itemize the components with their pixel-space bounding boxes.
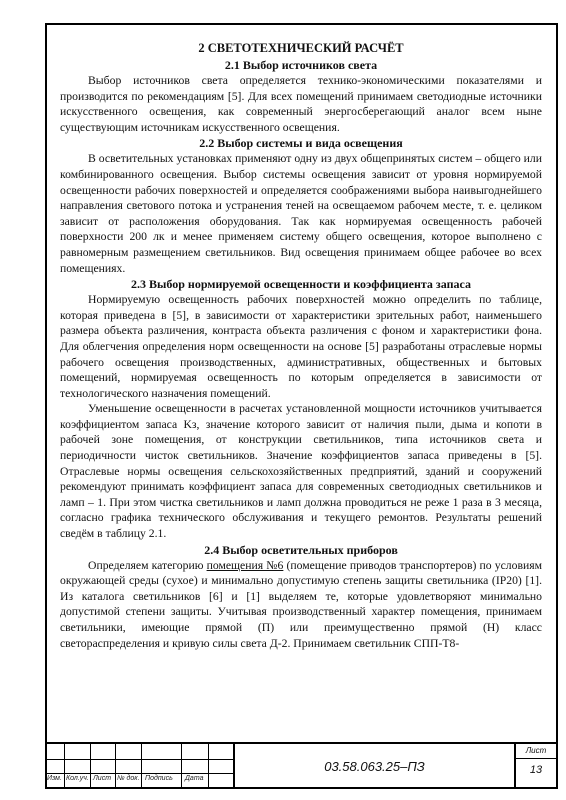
grid-line — [208, 744, 209, 789]
stamp-label-data: Дата — [185, 775, 204, 782]
section-2-2-paragraph: В осветительных установках применяют одну из двух общепринятых систем – общего или комбинированного освещения. Выбор системы освещения зависит от уровня нормируемой освещенности рабочих поверхностей и определяется соображениями выбора наивыгоднейшего направления светового потока и устранения теней на освещаемом рабочем месте, т. е. целиком зависит от расположения оборудования. Так как нормируемая освещенность рабочей поверхности 200 лк и менее применяем систему общего освещения, которое выполнено с равномерным размещением светильников. Вид освещения принимаем общее рабочее во всех помещениях. — [60, 152, 542, 275]
sheet-number-box — [516, 744, 556, 789]
title-block-stamp — [45, 742, 558, 789]
section-2-3-paragraph-1: Нормируемую освещенность рабочих поверхностей можно определить по таблице, которая приведена в [5], в зависимости от характеристики зрительных работ, наименьшего размера объекта различения, контраста объекта различения с фоном и характеристики фона. Для облегчения определения норм освещенности на основе [5] разработаны отраслевые нормы рабочего освещения производственных, административных, общественных и бытовых помещений, нормируемая освещенность по которым определяется в зависимости от технологического назначения помещений. — [60, 293, 542, 400]
document-body — [60, 30, 542, 651]
stamp-label-podp: Подпись — [145, 775, 173, 782]
section-2-1-heading: 2.1 Выбор источников света — [224, 58, 378, 72]
grid-line — [45, 759, 233, 760]
stamp-label-list: Лист — [93, 775, 112, 782]
grid-line — [141, 744, 142, 789]
grid-line — [181, 744, 182, 789]
section-2-4-paragraph — [60, 558, 542, 652]
section-2-1-paragraph: Выбор источников света определяется технико-экономическими показателями и производится по рекомендациям [5]. Для всех помещений принимаем светодиодные источники искусственного освещения, как современный энергосберегающий аналог всем ныне существующим источникам искусственного освещения. — [60, 74, 542, 134]
document-code: 03.58.063.25–ПЗ — [233, 744, 516, 789]
section-2-2-heading: 2.2 Выбор системы и вида освещения — [199, 136, 403, 151]
stamp-label-izm: Изм. — [47, 775, 62, 782]
section-2-4-heading: 2.4 Выбор осветительных приборов — [204, 542, 398, 557]
paragraph-text: Определяем категорию — [88, 558, 207, 572]
paragraph-text: (помещение приводов транспортеров) по условиям окружающей среды (сухое) и минимально допустимую степень защиты светильника (IP20) [1]. Из каталога светильников [6] и [1] выделяем те, которые удовлетворяют минимально допустимой степени защиты. Учитывая производственный характер помещения, принимаем светильники, имеющие прямой (П) или преимущественно прямой (Н) класс светораспределения и кривую силы света Д-2. Принимаем светильник СПП-Т8- — [60, 558, 542, 650]
sheet-number: 13 — [529, 764, 543, 776]
stamp-label-kol: Кол.уч. — [66, 775, 89, 782]
grid-line — [115, 744, 116, 789]
sheet-divider — [516, 758, 556, 759]
room-reference: помещения №6 — [206, 558, 284, 572]
revision-grid — [45, 744, 233, 789]
grid-line — [90, 744, 91, 789]
chapter-title: 2 СВЕТОТЕХНИЧЕСКИЙ РАСЧЁТ — [198, 41, 404, 55]
grid-line — [45, 773, 233, 774]
section-2-3-paragraph-2: Уменьшение освещенности в расчетах установленной мощности источников учитывается коэффициентом запаса Kз, значение которого зависит от наличия пыли, дыма и копоти в рабочей зоне помещения, от конструкции светильников, типа источников света и периодичности чисток светильников. Значение коэффициентов запаса приведены в [5]. Отраслевые нормы освещения сельскохозяйственных предприятий, зданий и сооружений рекомендуют принимать коэффициент запаса для современных светодиодных светильников и ламп – 1. При этом чистка светильников и ламп должна проводиться не реже 1 раза в 3 месяца, согласно графика технического обслуживания и текущего ремонтов. Результаты решений сведём в таблицу 2.1. — [60, 402, 542, 541]
stamp-label-ndok: № док. — [117, 775, 140, 782]
grid-line — [64, 744, 65, 789]
section-2-3-heading: 2.3 Выбор нормируемой освещенности и коэффициента запаса — [131, 277, 471, 292]
sheet-label: Лист — [525, 746, 547, 755]
